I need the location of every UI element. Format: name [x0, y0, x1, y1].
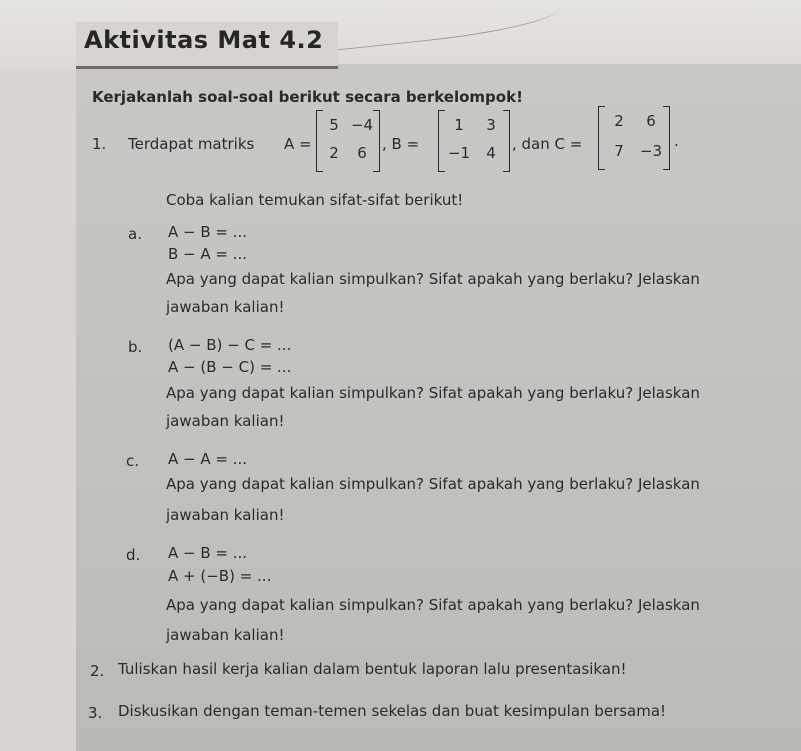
- q2-text: Tuliskan hasil kerja kalian dalam bentuk laporan lalu presentasikan!: [118, 660, 627, 678]
- matrix-c: [598, 106, 670, 168]
- matrix-c-cell: −3: [639, 142, 663, 160]
- matrix-a-cell: 2: [329, 144, 339, 162]
- matrix-b-cell: −1: [447, 144, 471, 162]
- matrix-a: [316, 110, 380, 170]
- q2-number: 2.: [90, 662, 105, 680]
- matrix-c-cell: 7: [614, 142, 624, 160]
- item-a-line2: B − A = ...: [168, 245, 248, 263]
- page-title: Aktivitas Mat 4.2: [84, 26, 324, 54]
- matrix-b-cell: 3: [486, 116, 496, 134]
- item-a-letter: a.: [128, 225, 142, 243]
- item-c-letter: c.: [126, 452, 140, 470]
- item-a-question: Apa yang dapat kalian simpulkan? Sifat apakah yang berlaku? Jelaskan: [166, 270, 700, 288]
- instruction-text: Kerjakanlah soal-soal berikut secara berkelompok!: [92, 88, 523, 106]
- matrix-b: [438, 110, 510, 170]
- item-d-letter: d.: [126, 546, 141, 564]
- item-b-line2: A − (B − C) = ...: [168, 358, 292, 376]
- matrix-a-cell: −4: [350, 116, 374, 134]
- item-a-line1: A − B = ...: [168, 223, 248, 241]
- matrix-c-label: , dan C =: [512, 135, 583, 153]
- matrix-a-cell: 5: [329, 116, 339, 134]
- matrix-b-cell: 1: [454, 116, 464, 134]
- item-c-line1: A − A = ...: [168, 450, 248, 468]
- matrix-a-cell: 6: [357, 144, 367, 162]
- item-b-question-cont: jawaban kalian!: [166, 412, 285, 430]
- item-b-line1: (A − B) − C = ...: [168, 336, 292, 354]
- q3-text: Diskusikan dengan teman-temen sekelas dan buat kesimpulan bersama!: [118, 702, 667, 720]
- item-d-line1: A − B = ...: [168, 544, 248, 562]
- matrix-c-cell: 2: [614, 112, 624, 130]
- matrix-b-cell: 4: [486, 144, 496, 162]
- item-b-letter: b.: [128, 338, 143, 356]
- item-d-question-cont: jawaban kalian!: [166, 626, 285, 644]
- item-b-question: Apa yang dapat kalian simpulkan? Sifat apakah yang berlaku? Jelaskan: [166, 384, 700, 402]
- item-c-question: Apa yang dapat kalian simpulkan? Sifat apakah yang berlaku? Jelaskan: [166, 475, 700, 493]
- matrix-b-label: , B =: [382, 135, 420, 153]
- matrix-c-cell: 6: [646, 112, 656, 130]
- item-c-question-cont: jawaban kalian!: [166, 506, 285, 524]
- q1-number: 1.: [92, 135, 107, 153]
- item-d-question: Apa yang dapat kalian simpulkan? Sifat apakah yang berlaku? Jelaskan: [166, 596, 700, 614]
- matrix-a-label: A =: [284, 135, 312, 153]
- q1-intro: Terdapat matriks: [128, 135, 255, 153]
- q1-end: .: [674, 132, 679, 150]
- item-d-line2: A + (−B) = ...: [168, 567, 272, 585]
- q3-number: 3.: [88, 704, 103, 722]
- item-a-question-cont: jawaban kalian!: [166, 298, 285, 316]
- q1-prompt: Coba kalian temukan sifat-sifat berikut!: [166, 191, 464, 209]
